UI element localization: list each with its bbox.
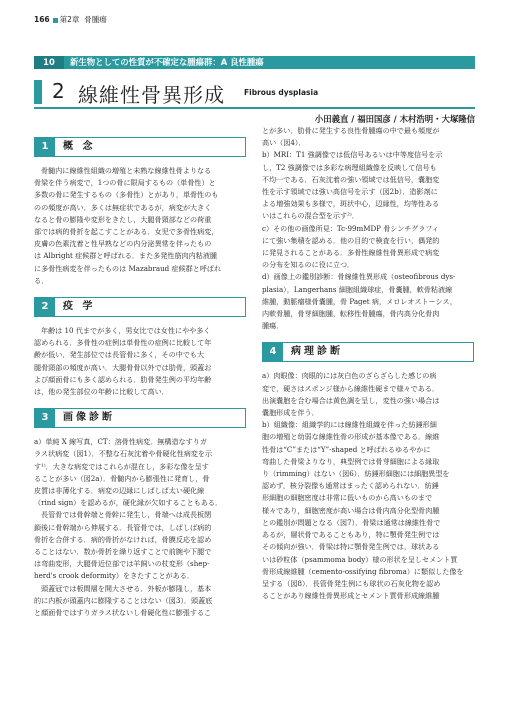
right-column — [262, 125, 474, 602]
text-line: 頭蓋冠では板間層を開大させる．外板が膨隆し，基本 — [41, 583, 212, 593]
text-line: る． — [34, 275, 49, 285]
text-line: す¹⁾．大きな病変ではこれらが混在し，多彩な像を呈す — [34, 461, 209, 471]
paragraph-imaging-continued — [262, 125, 474, 332]
text-line: との鑑別が問題となる（図7）．骨梁は通常は線維性骨で — [262, 517, 441, 527]
text-line: の分布を知るのに役に立つ． — [262, 260, 354, 270]
text-line: 不均一である．石灰沈着の強い領域では低信号，嚢胞変 — [262, 174, 440, 184]
text-line: d）画像上の鑑別診断：骨線維性異形成（osteofibrous dys- — [262, 272, 456, 282]
chapter-marker-icon — [53, 18, 58, 23]
text-line: いはこれらの混合型を示す²⁾． — [262, 211, 359, 221]
text-line: その傾向が強い．骨梁は特に顎骨発生例では，球状ある — [262, 542, 440, 552]
text-line: 嚢胞形成を伴う． — [262, 408, 319, 418]
authors: 小田義直 / 福田国彦 / 木村浩明・大塚隆信 — [314, 114, 475, 124]
paragraph-imaging — [34, 436, 246, 619]
paragraph-pathology — [262, 370, 474, 602]
chapter-topic: 骨腫瘍 — [84, 15, 107, 24]
text-line: のの頻度が高い．多くは無症状であるが，病変が大きく — [34, 202, 212, 212]
heading-number: 3 — [35, 409, 55, 427]
text-line: 骨髄内に線維性組織の増殖と未熟な線維性骨よりなる — [41, 166, 212, 175]
heading-label: 疫 学 — [63, 301, 96, 313]
text-line: 胞の増殖と幼弱な線維性骨の形成が基本像である．線維 — [262, 432, 440, 442]
title-accent-bar — [34, 80, 42, 104]
text-line: 皮質は非薄化する．病変の辺縁にしばしば太い硬化線 — [34, 486, 205, 496]
text-line: 腫瘍． — [262, 321, 284, 331]
text-line: 高い（図4）． — [262, 138, 306, 148]
text-line: 皮膚の色素沈着と性早熟などの内分泌異常を伴ったもの — [34, 239, 212, 249]
article-number: 2 — [52, 79, 65, 103]
text-line: （rind sign）を認めるが，硬化縁が欠如することもある． — [34, 498, 223, 508]
text-line: とが多い．肋骨に発生する良性骨腫瘍の中で最も頻度が — [262, 126, 440, 135]
text-line: 齢が低い．発生部位では長管骨に多く，その中でも大 — [34, 350, 205, 360]
text-line: 弯曲した骨梁よりなり，典型例では骨芽細胞による縁取 — [262, 456, 440, 466]
text-line: は弯曲変形，大腿骨近位部では羊飼いの杖変形（shep- — [34, 559, 210, 569]
text-line: 腿骨頸部の頻度が高い．大腿骨骨以外では肋骨，頭蓋お — [34, 362, 212, 372]
text-line: plasia），Langerhans 細胞組織球症，骨嚢腫，軟骨粘液線 — [262, 284, 453, 294]
text-line: よび顔面骨にも多く認められる．肋骨発生例の平均年齢 — [34, 374, 212, 384]
text-line: herd's crook deformity）をきたすことがある． — [34, 571, 194, 581]
text-line: は Albright 症候群と呼ばれる．また多発性筋肉内粘液腫 — [34, 251, 218, 261]
article-title-english: Fibrous dysplasia — [244, 88, 319, 97]
text-line: 様々であり，細胞密度が高い場合は骨内高分化型骨肉腫 — [262, 505, 440, 515]
text-line: 認めず，核分裂像も通常はまったく認められない．紡錘 — [262, 481, 439, 491]
section-heading-imaging — [34, 408, 246, 428]
section-heading-concept — [34, 137, 246, 157]
heading-label: 画像診断 — [63, 412, 115, 424]
left-column — [34, 125, 246, 619]
section-number: 10 — [34, 56, 64, 69]
text-line: は，他の発生部位の年齢に比較して高い． — [34, 387, 169, 397]
text-line: 部では病的骨折を起こすことがある．女児で多骨性病変， — [34, 227, 219, 237]
section-banner — [34, 56, 475, 69]
text-line: に多骨性病変を伴ったものは Mazabraud 症候群と呼ばれ — [34, 263, 222, 273]
text-line: 維腫，動脈瘤様骨嚢腫，骨 Paget 病，メロレオストーシス， — [262, 296, 457, 306]
text-line: 多数の骨に発生するもの（多骨性）とがあり，単骨性のも — [34, 190, 219, 200]
text-line: と顔面骨ではすりガラス状ないし骨硬化性に膨張するこ — [34, 608, 212, 618]
text-line: 性を示す領域では強い高信号を示す（図2b）．造影剤に — [262, 187, 438, 197]
heading-label: 病理診断 — [291, 346, 343, 358]
text-line: 骨形成線維腫（cemento-ossifying fibroma）に類似した像を — [262, 566, 464, 576]
heading-number: 4 — [263, 343, 283, 361]
heading-number: 2 — [35, 298, 55, 316]
text-line: し，T2 強調像では多彩な病理組織像を反映して信号も — [262, 162, 437, 172]
text-line: 骨折を合併する．病的骨折がなければ，骨膜反応を認め — [34, 534, 212, 544]
title-rule — [34, 107, 475, 109]
heading-number: 1 — [35, 138, 55, 156]
text-line: ることが多い（図2a）．骨髄内から膨張性に発育し，骨 — [34, 473, 210, 483]
paragraph-concept — [34, 165, 246, 287]
text-line: ることはない．数か骨折を繰り返すことで前腕や下腿で — [34, 547, 212, 557]
text-line: なると骨の膨隆や変形をきたし，大腿骨頸部などの荷重 — [34, 214, 212, 224]
article-title-block — [34, 80, 475, 106]
text-line: いは砂粒体（psammoma body）様の形状を呈しセメント質 — [262, 554, 458, 564]
section-heading-pathology — [262, 342, 474, 362]
text-line: 長管骨では骨幹端と骨幹に発生し，骨端へは成長板閉 — [41, 510, 212, 520]
text-line: 認められる．多骨性の症例は単骨性の症例に比較して年 — [34, 338, 212, 348]
text-line: 的に内板が頭蓋内に膨隆することはない（図3）．頭蓋底 — [34, 595, 213, 605]
text-line: b）MRI：T1 強調像では低信号あるいは中等度信号を示 — [262, 150, 443, 160]
text-line: ることがあり線維性骨異形成とセメント質骨形成線維腫 — [262, 591, 440, 601]
text-line: 呈する（図8）．長管骨発生例にも球状の石灰化物を認め — [262, 578, 441, 588]
text-line: c）その他の画像所見：Tc-99mMDP 骨シンチグラフィ — [262, 223, 439, 233]
text-line: にて強い集積を認める．他の目的で検査を行い，偶発的 — [262, 235, 440, 245]
text-line: 出演嚢胞を合む場合は黄色調を呈し，変性の強い場合は — [262, 395, 440, 405]
text-line: 年齢は 10 代までが多く，男女比では女性にやや多く — [41, 326, 211, 336]
page-number: 166 — [34, 15, 50, 24]
text-line: 骨梁を伴う病変で，1つの骨に限局するもの（単骨性）と — [34, 178, 216, 188]
text-line: 鎖後に骨幹端から伸展する．長管骨では，しばしば病的 — [34, 522, 212, 532]
text-line: 変で，硬さはスポンジ様から線維性硬まで様々である． — [262, 383, 440, 393]
section-heading-epidemiology — [34, 297, 246, 317]
heading-label: 概 念 — [63, 141, 96, 152]
text-line: a）肉眼像：肉眼的には灰白色のざらざらした感じの病 — [262, 371, 437, 381]
article-title: 線維性骨異形成 — [78, 83, 225, 107]
text-line: ラス状病変（図1）．不整な石灰沈着や骨硬化性病変を示 — [34, 449, 213, 459]
text-line: り（rimming）はない（図6）．紡錘形細胞には細胞異型を — [262, 469, 450, 479]
text-line: 内軟骨腫，骨芽細胞腫，転移性骨腫瘍，骨内高分化骨肉 — [262, 309, 440, 319]
text-line: よる増強効果も多様で，斑状中心，辺縁性，均等性ある — [262, 199, 440, 209]
chapter-label: 第2章 — [59, 15, 80, 24]
running-header — [34, 14, 107, 25]
text-line: あるが，層状骨であることもあり，特に顎骨発生例では — [262, 530, 440, 540]
text-line: b）組織像：組織学的には線維性組織を伴った紡錘形細 — [262, 420, 437, 430]
section-title: 新生物としての性質が不確定な腫瘍群：A 良性腫瘍 — [70, 57, 264, 67]
text-line: に発見されることがある．多骨性線維性骨異形成で病変 — [262, 248, 440, 258]
text-line: 性骨は“C”または“Y”-shaped と呼ばれるゆるやかに — [262, 444, 431, 454]
paragraph-epidemiology — [34, 325, 246, 398]
text-line: 形細胞の細胞密度は非常に低いものから高いものまで — [262, 493, 433, 503]
text-line: a）単純 X 線写真，CT：溶骨性病変．無構造なすりガ — [34, 437, 207, 447]
